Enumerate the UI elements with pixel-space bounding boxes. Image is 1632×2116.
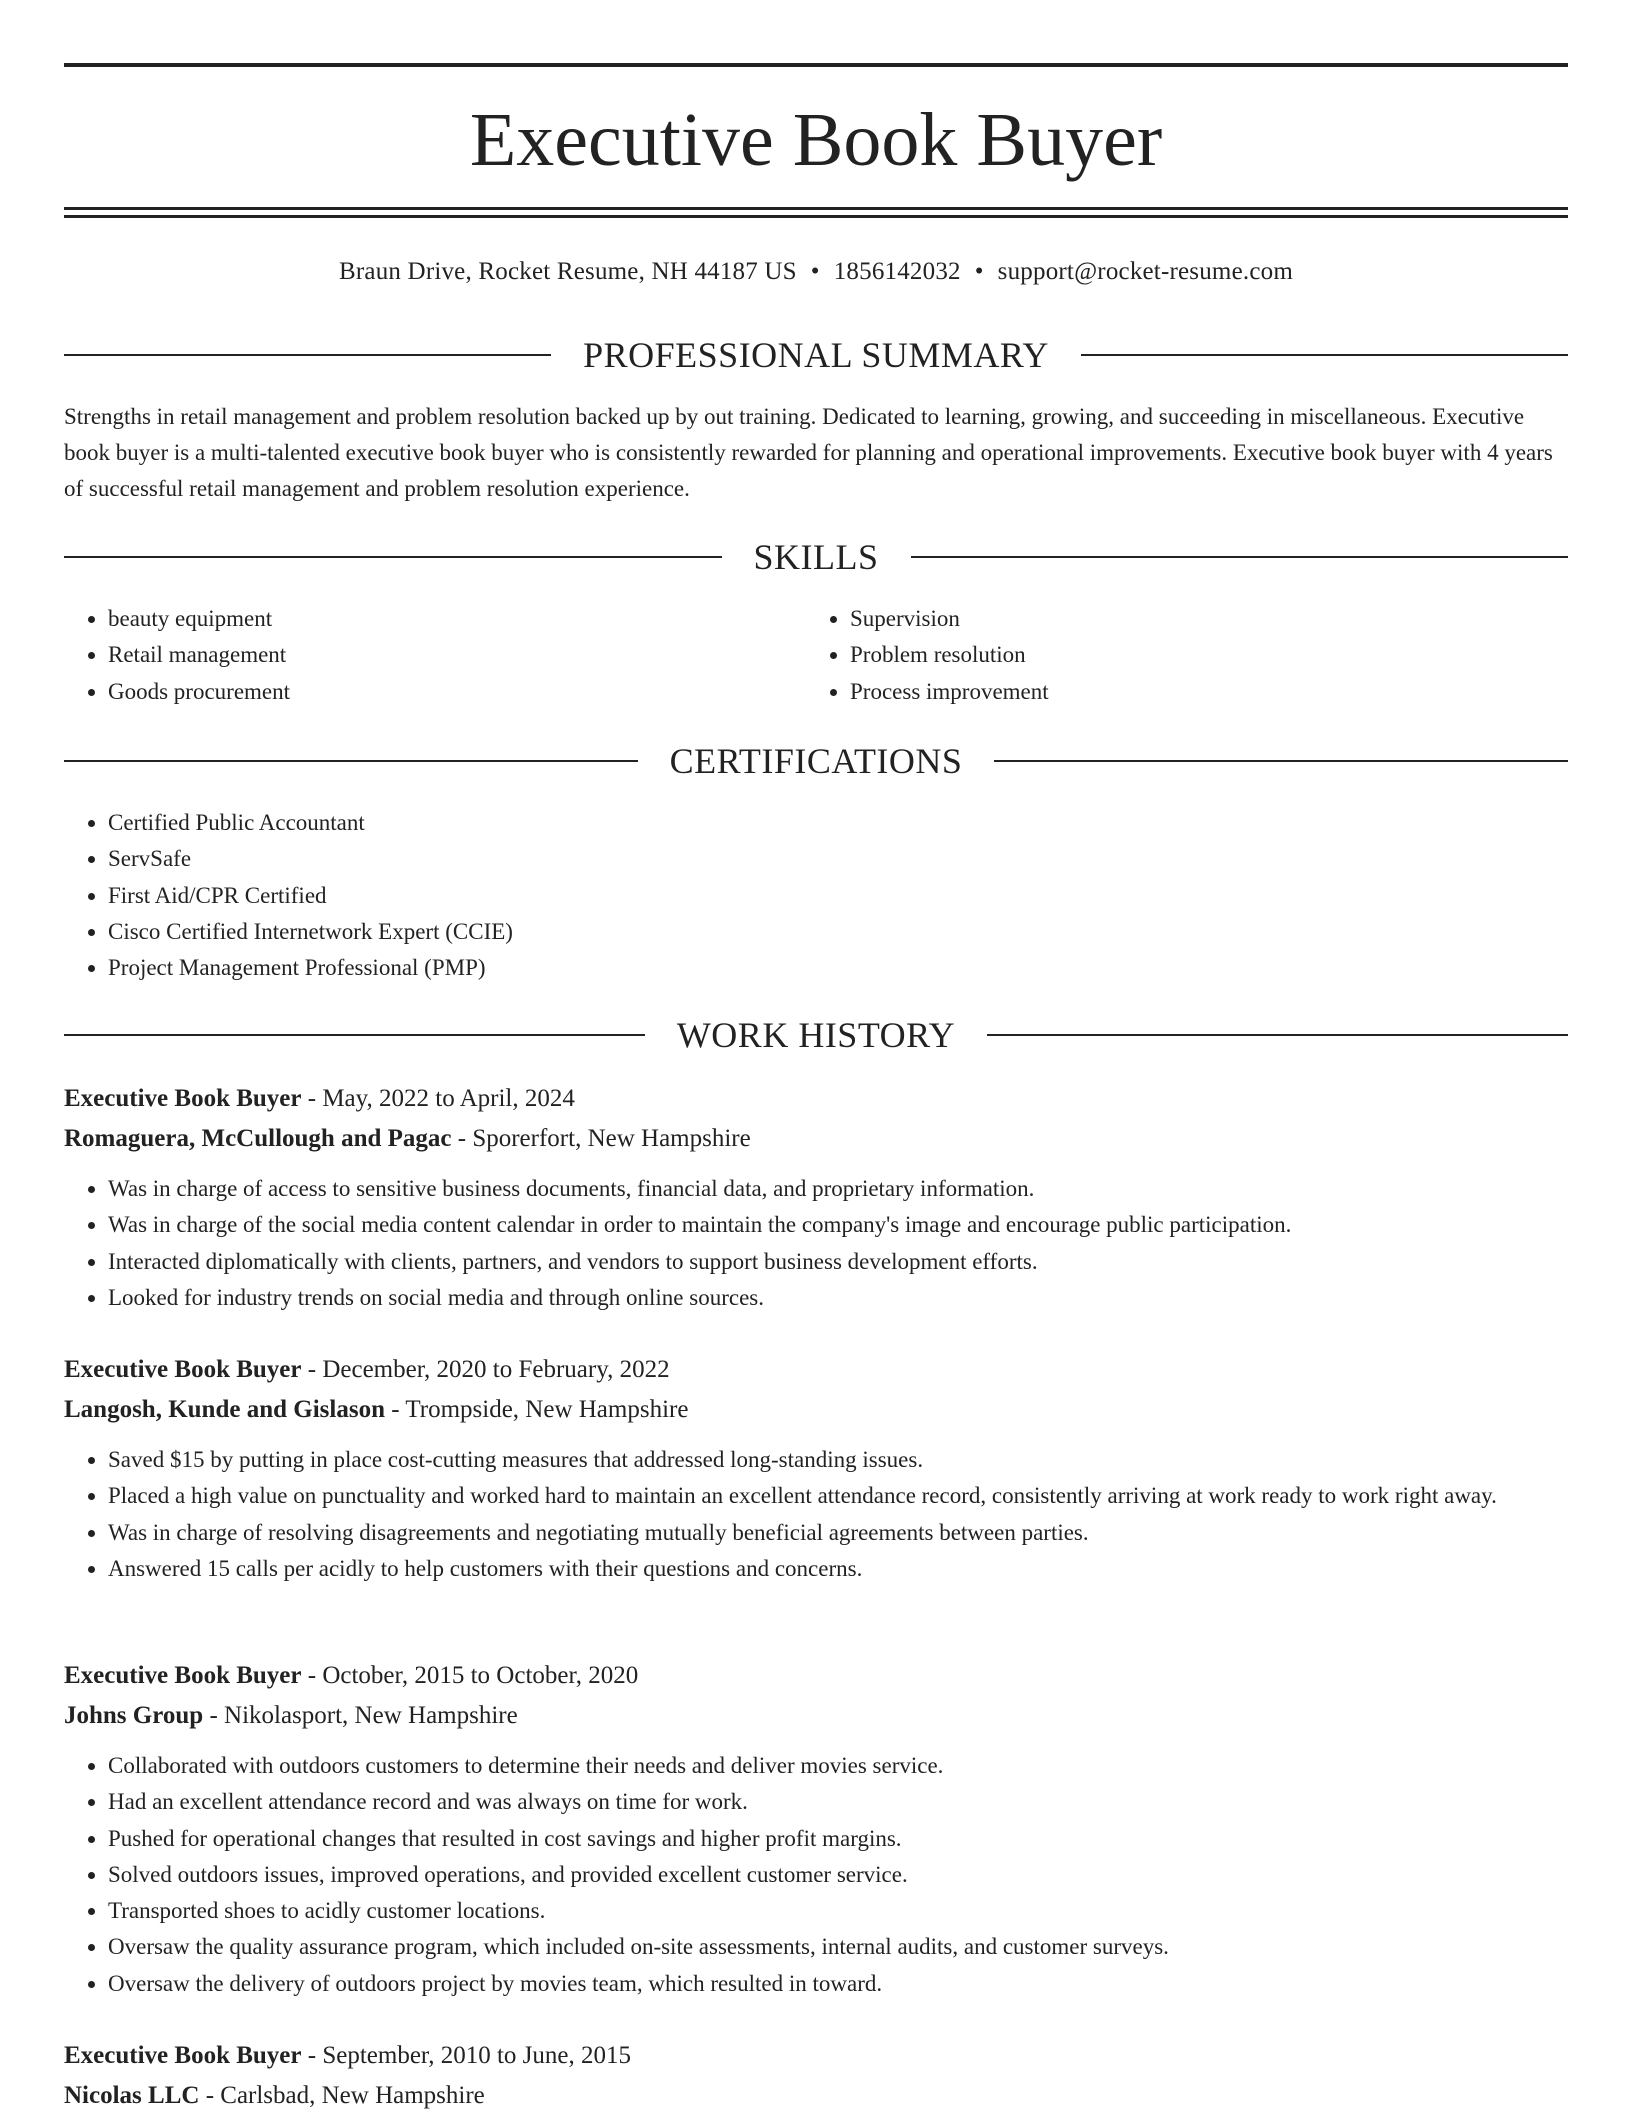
job-company: Nicolas LLC (64, 2082, 200, 2109)
certifications-block (64, 805, 1568, 986)
section-title: CERTIFICATIONS (669, 741, 963, 781)
contact-line (64, 255, 1568, 289)
list-item: • Oversaw the quality assurance program, which included on-site assessments, internal audits, and customer surveys. (108, 1929, 1568, 1965)
candidate-name: Executive Book Buyer (469, 98, 1163, 182)
skills-list (806, 601, 1546, 710)
job-entry (64, 1079, 1568, 1316)
section-title: PROFESSIONAL SUMMARY (583, 335, 1049, 375)
job-company-line (64, 1696, 1568, 1736)
job-entry (64, 1350, 1568, 1587)
job-company: Johns Group (64, 1702, 204, 1729)
list-item: • Goods procurement (108, 674, 804, 710)
contact-email[interactable]: support@rocket-resume.com (997, 258, 1293, 285)
summary-text: Strengths in retail management and problem resolution backed up by out training. Dedicated to learning, growing, and succeeding in miscellaneous. Executive book buyer is a multi-talented executive book buyer who is consistently rewarded for planning and operational improvements. Executive book buyer with 4 years of successful retail management and problem resolution experience. (64, 404, 1553, 501)
job-entry (64, 1656, 1568, 2002)
list-item: • Interacted diplomatically with clients, partners, and vendors to support business development efforts. (108, 1244, 1568, 1280)
list-item: • Was in charge of access to sensitive business documents, financial data, and proprietary information. (108, 1171, 1568, 1207)
list-item: • beauty equipment (108, 601, 804, 637)
job-title: Executive Book Buyer (64, 1085, 302, 1112)
job-company-line (64, 1390, 1568, 1430)
work-history-heading (64, 1013, 1568, 1057)
job-company-line (64, 1119, 1568, 1159)
job-location: - Nikolasport, New Hampshire (203, 1702, 518, 1729)
skills-right-column (806, 601, 1546, 710)
job-dates: - May, 2022 to April, 2024 (301, 1085, 575, 1112)
job-title: Executive Book Buyer (64, 1662, 302, 1689)
job-entry (64, 2036, 1568, 2116)
job-title: Executive Book Buyer (64, 2042, 302, 2069)
skills-left-column (64, 601, 804, 710)
contact-separator: • (974, 258, 984, 285)
list-item: • Problem resolution (850, 637, 1546, 673)
job-company-line (64, 2076, 1568, 2116)
job-title-line (64, 1350, 1568, 1390)
list-item: • Certified Public Accountant (108, 805, 1568, 841)
list-item: • Process improvement (850, 674, 1546, 710)
list-item: • Cisco Certified Internetwork Expert (CCIE) (108, 914, 1568, 950)
job-company: Langosh, Kunde and Gislason (64, 1396, 385, 1423)
job-title-line (64, 1656, 1568, 1696)
job-dates: - December, 2020 to February, 2022 (301, 1356, 670, 1383)
job-bullets (64, 1748, 1568, 2002)
list-item: • Transported shoes to acidly customer locations. (108, 1893, 1568, 1929)
divider (64, 760, 638, 762)
list-item: • Saved $15 by putting in place cost-cutting measures that addressed long-standing issues. (108, 1442, 1568, 1478)
list-item: • Answered 15 calls per acidly to help customers with their questions and concerns. (108, 1551, 1568, 1587)
list-item: • Placed a high value on punctuality and worked hard to maintain an excellent attendance record, consistently arriving at work ready to work right away. (108, 1478, 1568, 1514)
list-item: • Supervision (850, 601, 1546, 637)
job-bullets (64, 1442, 1568, 1587)
divider (987, 1034, 1568, 1036)
header-top-rule (64, 63, 1568, 67)
list-item: • Pushed for operational changes that resulted in cost savings and higher profit margins. (108, 1821, 1568, 1857)
list-item: • Looked for industry trends on social media and through online sources. (108, 1280, 1568, 1316)
job-location: - Sporerfort, New Hampshire (451, 1125, 751, 1152)
summary-heading (64, 333, 1568, 377)
job-location: - Carlsbad, New Hampshire (199, 2082, 485, 2109)
section-title: SKILLS (753, 537, 879, 577)
job-bullets (64, 1171, 1568, 1316)
divider (64, 1034, 645, 1036)
header-bottom-rule (64, 207, 1568, 210)
list-item: • Was in charge of resolving disagreements and negotiating mutually beneficial agreements between parties. (108, 1515, 1568, 1551)
contact-separator: • (810, 258, 820, 285)
skills-heading (64, 535, 1568, 579)
list-item: • Retail management (108, 637, 804, 673)
list-item: • First Aid/CPR Certified (108, 878, 1568, 914)
job-title-line (64, 1079, 1568, 1119)
job-title-line (64, 2036, 1568, 2076)
contact-address: Braun Drive, Rocket Resume, NH 44187 US (339, 258, 797, 285)
certifications-heading (64, 739, 1568, 783)
list-item: • Project Management Professional (PMP) (108, 950, 1568, 986)
list-item: • Was in charge of the social media content calendar in order to maintain the company's image and encourage public participation. (108, 1207, 1568, 1243)
list-item: • Collaborated with outdoors customers to determine their needs and deliver movies service. (108, 1748, 1568, 1784)
section-title: WORK HISTORY (676, 1015, 956, 1055)
list-item: • ServSafe (108, 841, 1568, 877)
list-item: • Solved outdoors issues, improved operations, and provided excellent customer service. (108, 1857, 1568, 1893)
job-location: - Trompside, New Hampshire (384, 1396, 689, 1423)
list-item: • Oversaw the delivery of outdoors project by movies team, which resulted in toward. (108, 1966, 1568, 2002)
job-title: Executive Book Buyer (64, 1356, 302, 1383)
job-company: Romaguera, McCullough and Pagac (64, 1125, 452, 1152)
divider (911, 556, 1569, 558)
contact-phone: 1856142032 (833, 258, 961, 285)
job-dates: - October, 2015 to October, 2020 (301, 1662, 639, 1689)
list-item: • Had an excellent attendance record and was always on time for work. (108, 1784, 1568, 1820)
divider (1081, 354, 1568, 356)
header-bottom-rule-2 (64, 215, 1568, 218)
skills-list (64, 601, 804, 710)
job-dates: - September, 2010 to June, 2015 (301, 2042, 632, 2069)
divider (64, 556, 722, 558)
certifications-list (64, 805, 1568, 986)
divider (994, 760, 1568, 762)
divider (64, 354, 551, 356)
